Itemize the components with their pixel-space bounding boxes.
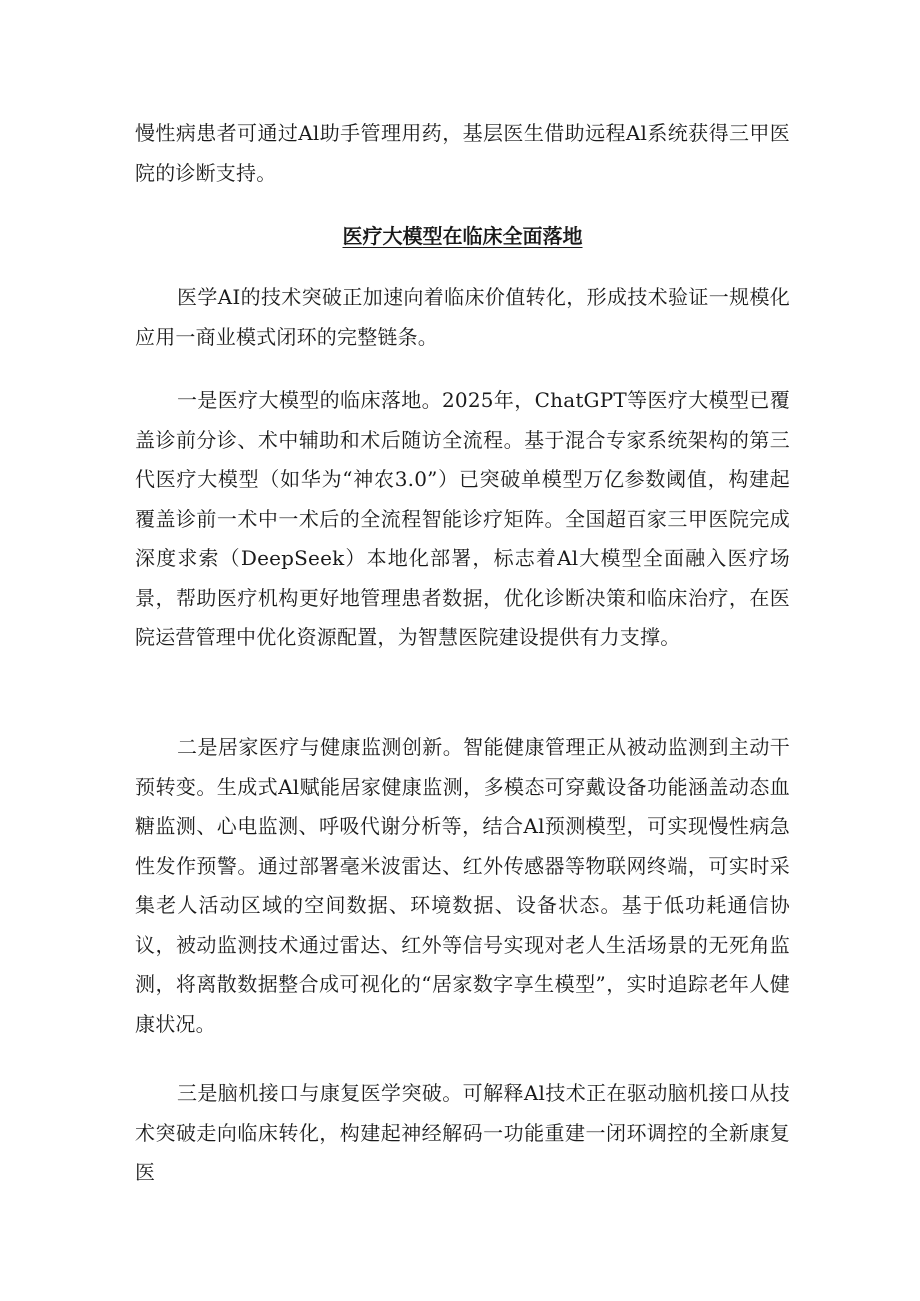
paragraph-clinical-models: 一是医疗大模型的临床落地。2025年，ChatGPT等医疗大模型已覆盖诊前分诊、术中辅助和术后随访全流程。基于混合专家系统架构的第三代医疗大模型（如华为“神农3.0”）已突破单模型万亿参数阈值，构建起覆盖诊前一术中一术后的全流程智能诊疗矩阵。全国超百家三甲医院完成深度求索（DeepSeek）本地化部署，标志着Al大模型全面融入医疗场景，帮助医疗机构更好地管理患者数据，优化诊断决策和临床治疗，在医院运营管理中优化资源配置，为智慧医院建设提供有力支撑。 [135, 388, 790, 649]
paragraph-overview: 医学AI的技术突破正加速向着临床价值转化，形成技术验证一规模化应用一商业模式闭环的完整链条。 [135, 285, 790, 349]
intro-paragraph: 慢性病患者可通过Al助手管理用药，基层医生借助远程Al系统获得三甲医院的诊断支持。 [135, 121, 790, 185]
section-heading-text: 医疗大模型在临床全面落地 [342, 224, 583, 248]
section-heading [135, 222, 790, 250]
paragraph-brain-computer-interface: 三是脑机接口与康复医学突破。可解释Al技术正在驱动脑机接口从技术突破走向临床转化，构建起神经解码一功能重建一闭环调控的全新康复医 [135, 1081, 790, 1184]
paragraph-home-monitoring: 二是居家医疗与健康监测创新。智能健康管理正从被动监测到主动干预转变。生成式Al赋能居家健康监测，多模态可穿戴设备功能涵盖动态血糖监测、心电监测、呼吸代谢分析等，结合Al预测模型，可实现慢性病急性发作预警。通过部署毫米波雷达、红外传感器等物联网终端，可实时采集老人活动区域的空间数据、环境数据、设备状态。基于低功耗通信协议，被动监测技术通过雷达、红外等信号实现对老人生活场景的无死角监测，将离散数据整合成可视化的“居家数字享生模型”，实时追踪老年人健康状况。 [135, 735, 790, 1036]
